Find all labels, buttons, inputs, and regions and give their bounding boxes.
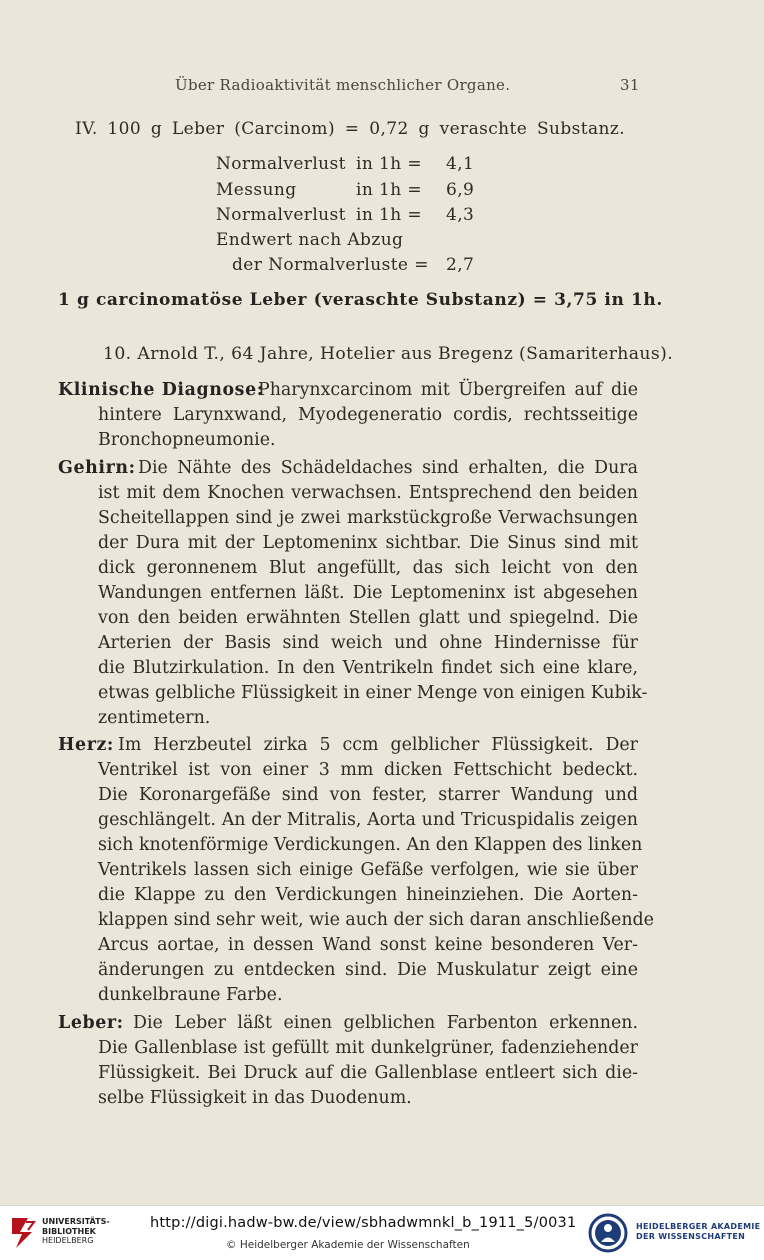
paragraph-line: Arcus aortae, in dessen Wand sonst keine besonderen Ver- bbox=[98, 935, 638, 955]
case-title: 10. Arnold T., 64 Jahre, Hotelier aus Bregenz (Samariterhaus). bbox=[103, 344, 674, 364]
permalink-url[interactable]: http://digi.hadw-bw.de/view/sbhadwmnkl_b_1911_5/0031 bbox=[150, 1215, 577, 1231]
paragraph-line: Wandungen entfernen läßt. Die Leptomeninx ist abgesehen bbox=[98, 583, 638, 603]
paragraph-line: Pharynxcarcinom mit Übergreifen auf die bbox=[258, 380, 638, 400]
paragraph-line: selbe Flüssigkeit in das Duodenum. bbox=[98, 1088, 412, 1108]
section-heading: Klinische Diagnose: bbox=[58, 380, 264, 400]
paragraph-line: geschlängelt. An der Mitralis, Aorta und Tricuspidalis zeigen bbox=[98, 810, 638, 830]
section-first-line bbox=[58, 456, 638, 480]
paragraph-line: Arterien der Basis sind weich und ohne Hindernisse für bbox=[98, 633, 638, 653]
section-first-line bbox=[58, 733, 638, 757]
paragraph-line: Die Nähte des Schädeldaches sind erhalten, die Dura bbox=[138, 458, 638, 478]
paragraph-line: zentimetern. bbox=[98, 708, 211, 728]
digitization-footer bbox=[0, 1205, 764, 1260]
paragraph-line: klappen sind sehr weit, wie auch der sich daran anschließende bbox=[98, 910, 654, 930]
row-unit: in 1h = bbox=[356, 154, 423, 174]
paragraph-line: hintere Larynxwand, Myodegeneratio cordis, rechtsseitige bbox=[98, 405, 638, 425]
row-unit: in 1h = bbox=[356, 205, 423, 225]
academy-line-2: DER WISSENSCHAFTEN bbox=[636, 1232, 746, 1241]
paragraph-line: die Klappe zu den Verdickungen hineinziehen. Die Aorten- bbox=[98, 885, 638, 905]
paragraph-line: Ventrikel ist von einer 3 mm dicken Fettschicht bedeckt. bbox=[98, 760, 638, 780]
row-unit: in 1h = bbox=[356, 180, 423, 200]
row-label: Messung bbox=[216, 180, 297, 200]
academy-line-1: HEIDELBERGER AKADEMIE bbox=[636, 1222, 761, 1231]
paragraph-line: Im Herzbeutel zirka 5 ccm gelblicher Flüssigkeit. Der bbox=[118, 735, 638, 755]
paragraph-line: von den beiden erwähnten Stellen glatt und spiegelnd. Die bbox=[98, 608, 638, 628]
paragraph-line: ist mit dem Knochen verwachsen. Entsprechend den beiden bbox=[98, 483, 638, 503]
paragraph-line: sich knotenförmige Verdickungen. An den Klappen des linken bbox=[98, 835, 643, 855]
case-line: IV. 100 g Leber (Carcinom) = 0,72 g veraschte Substanz. bbox=[75, 119, 626, 139]
paragraph-line: Flüssigkeit. Bei Druck auf die Gallenblase entleert sich die- bbox=[98, 1063, 638, 1083]
university-library-logo-icon[interactable] bbox=[8, 1212, 38, 1252]
paragraph-line: Ventrikels lassen sich einige Gefäße verfolgen, wie sie über bbox=[98, 860, 638, 880]
paragraph-line: änderungen zu entdecken sind. Die Muskulatur zeigt eine bbox=[98, 960, 638, 980]
library-line-2: BIBLIOTHEK bbox=[42, 1226, 96, 1236]
academy-seal-icon[interactable] bbox=[588, 1211, 628, 1255]
result-line: 1 g carcinomatöse Leber (veraschte Substanz) = 3,75 in 1h. bbox=[58, 290, 663, 310]
row-value: 4,3 bbox=[446, 205, 475, 225]
endwert-line-2: der Normalverluste = bbox=[232, 255, 429, 275]
section-first-line bbox=[58, 378, 638, 402]
copyright-notice: © Heidelberger Akademie der Wissenschaften bbox=[226, 1239, 470, 1251]
paragraph-line: Scheitellappen sind je zwei markstückgroße Verwachsungen bbox=[98, 508, 638, 528]
library-line-1: UNIVERSITÄTS- bbox=[42, 1217, 110, 1226]
section-first-line bbox=[58, 1011, 638, 1035]
paragraph-line: Die Gallenblase ist gefüllt mit dunkelgrüner, fadenziehender bbox=[98, 1038, 638, 1058]
paragraph-line: die Blutzirkulation. In den Ventrikeln findet sich eine klare, bbox=[98, 658, 638, 678]
paragraph-line: etwas gelbliche Flüssigkeit in einer Menge von einigen Kubik- bbox=[98, 683, 648, 703]
row-value: 6,9 bbox=[446, 180, 475, 200]
university-library-name bbox=[42, 1217, 110, 1246]
academy-name bbox=[636, 1222, 760, 1242]
section-heading: Gehirn: bbox=[58, 458, 136, 478]
paragraph-line: Die Koronargefäße sind von fester, starrer Wandung und bbox=[98, 785, 638, 805]
row-value: 4,1 bbox=[446, 154, 475, 174]
paragraph-line: dunkelbraune Farbe. bbox=[98, 985, 283, 1005]
row-label: Normalverlust bbox=[216, 205, 346, 225]
endwert-line-1: Endwert nach Abzug bbox=[216, 230, 404, 250]
paragraph-line: Die Leber läßt einen gelblichen Farbenton erkennen. bbox=[133, 1013, 638, 1033]
paragraph-line: dick geronnenem Blut angefüllt, das sich leicht von den bbox=[98, 558, 638, 578]
paragraph-line: Bronchopneumonie. bbox=[98, 430, 276, 450]
paragraph-line: der Dura mit der Leptomeninx sichtbar. Die Sinus sind mit bbox=[98, 533, 638, 553]
row-label: Normalverlust bbox=[216, 154, 346, 174]
page-number: 31 bbox=[620, 76, 640, 94]
endwert-value: 2,7 bbox=[446, 255, 475, 275]
section-heading: Leber: bbox=[58, 1013, 124, 1033]
section-heading: Herz: bbox=[58, 735, 114, 755]
running-title: Über Radioaktivität menschlicher Organe. bbox=[175, 76, 511, 94]
library-line-3: HEIDELBERG bbox=[42, 1236, 94, 1245]
